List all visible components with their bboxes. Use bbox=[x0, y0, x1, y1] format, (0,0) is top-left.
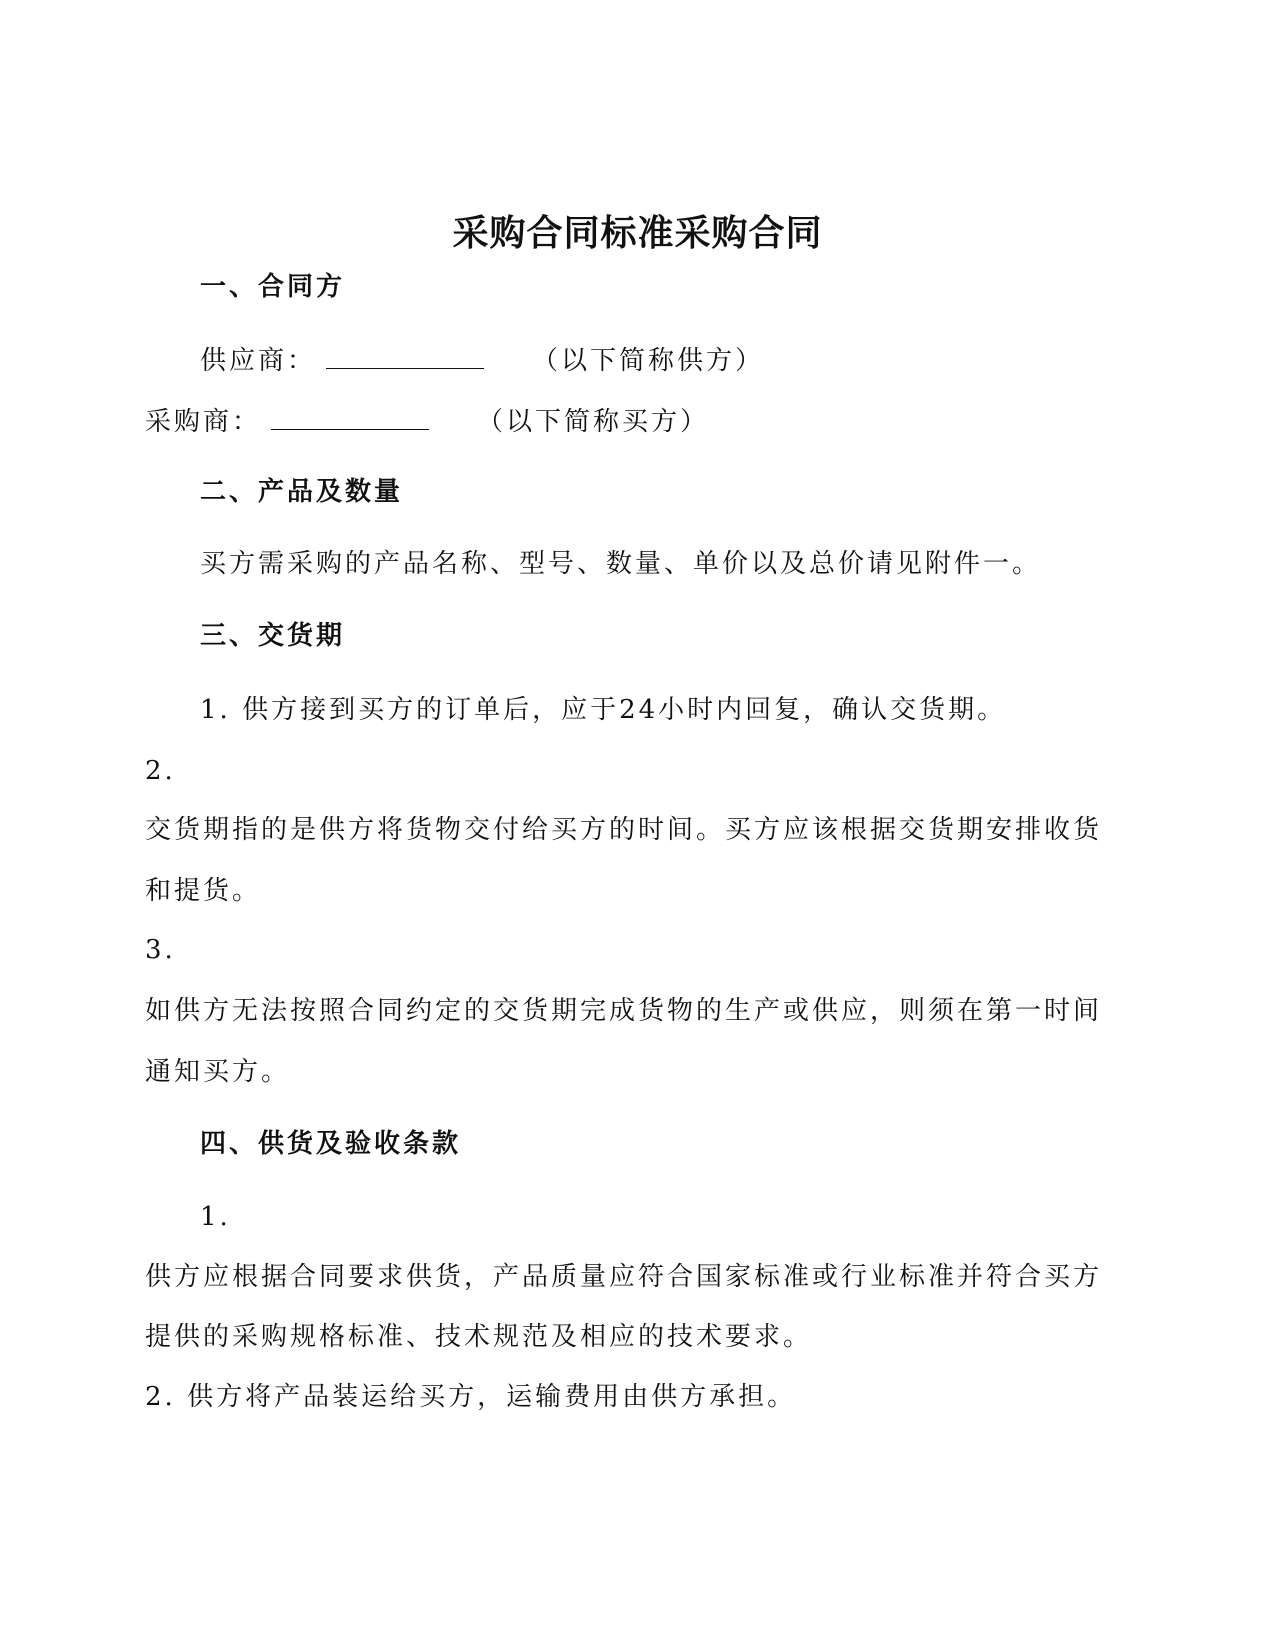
delivery-item-2-number: 2. bbox=[145, 756, 176, 786]
supplier-blank bbox=[326, 342, 484, 369]
supplier-line bbox=[200, 342, 764, 378]
products-paragraph: 买方需采购的产品名称、型号、数量、单价以及总价请见附件一。 bbox=[200, 549, 1042, 579]
supply-item-2: 2. 供方将产品装运给买方，运输费用由供方承担。 bbox=[145, 1382, 797, 1412]
buyer-blank bbox=[271, 403, 429, 430]
buyer-line bbox=[145, 403, 709, 439]
section-heading-supply-acceptance: 四、供货及验收条款 bbox=[200, 1129, 462, 1159]
section-heading-delivery: 三、交货期 bbox=[200, 621, 346, 651]
document-title: 采购合同标准采购合同 bbox=[452, 213, 823, 254]
delivery-item-3-line-1: 如供方无法按照合同约定的交货期完成货物的生产或供应，则须在第一时间 bbox=[145, 996, 1103, 1026]
delivery-item-3-line-2: 通知买方。 bbox=[145, 1057, 291, 1087]
supply-item-1-line-2: 提供的采购规格标准、技术规范及相应的技术要求。 bbox=[145, 1322, 813, 1352]
supplier-note: （以下简称供方） bbox=[532, 346, 765, 376]
delivery-item-2-line-2: 和提货。 bbox=[145, 876, 262, 906]
supplier-label: 供应商： bbox=[200, 346, 317, 376]
supply-item-1-number: 1. bbox=[200, 1202, 231, 1232]
delivery-item-3-number: 3. bbox=[145, 935, 176, 965]
section-heading-parties: 一、合同方 bbox=[200, 272, 346, 302]
delivery-item-2-line-1: 交货期指的是供方将货物交付给买方的时间。买方应该根据交货期安排收货 bbox=[145, 815, 1103, 845]
section-heading-products: 二、产品及数量 bbox=[200, 477, 404, 507]
supply-item-1-line-1: 供方应根据合同要求供货，产品质量应符合国家标准或行业标准并符合买方 bbox=[145, 1262, 1103, 1292]
buyer-label: 采购商： bbox=[145, 407, 262, 437]
buyer-note: （以下简称买方） bbox=[477, 407, 710, 437]
delivery-item-1: 1. 供方接到买方的订单后，应于24小时内回复，确认交货期。 bbox=[200, 695, 1007, 725]
